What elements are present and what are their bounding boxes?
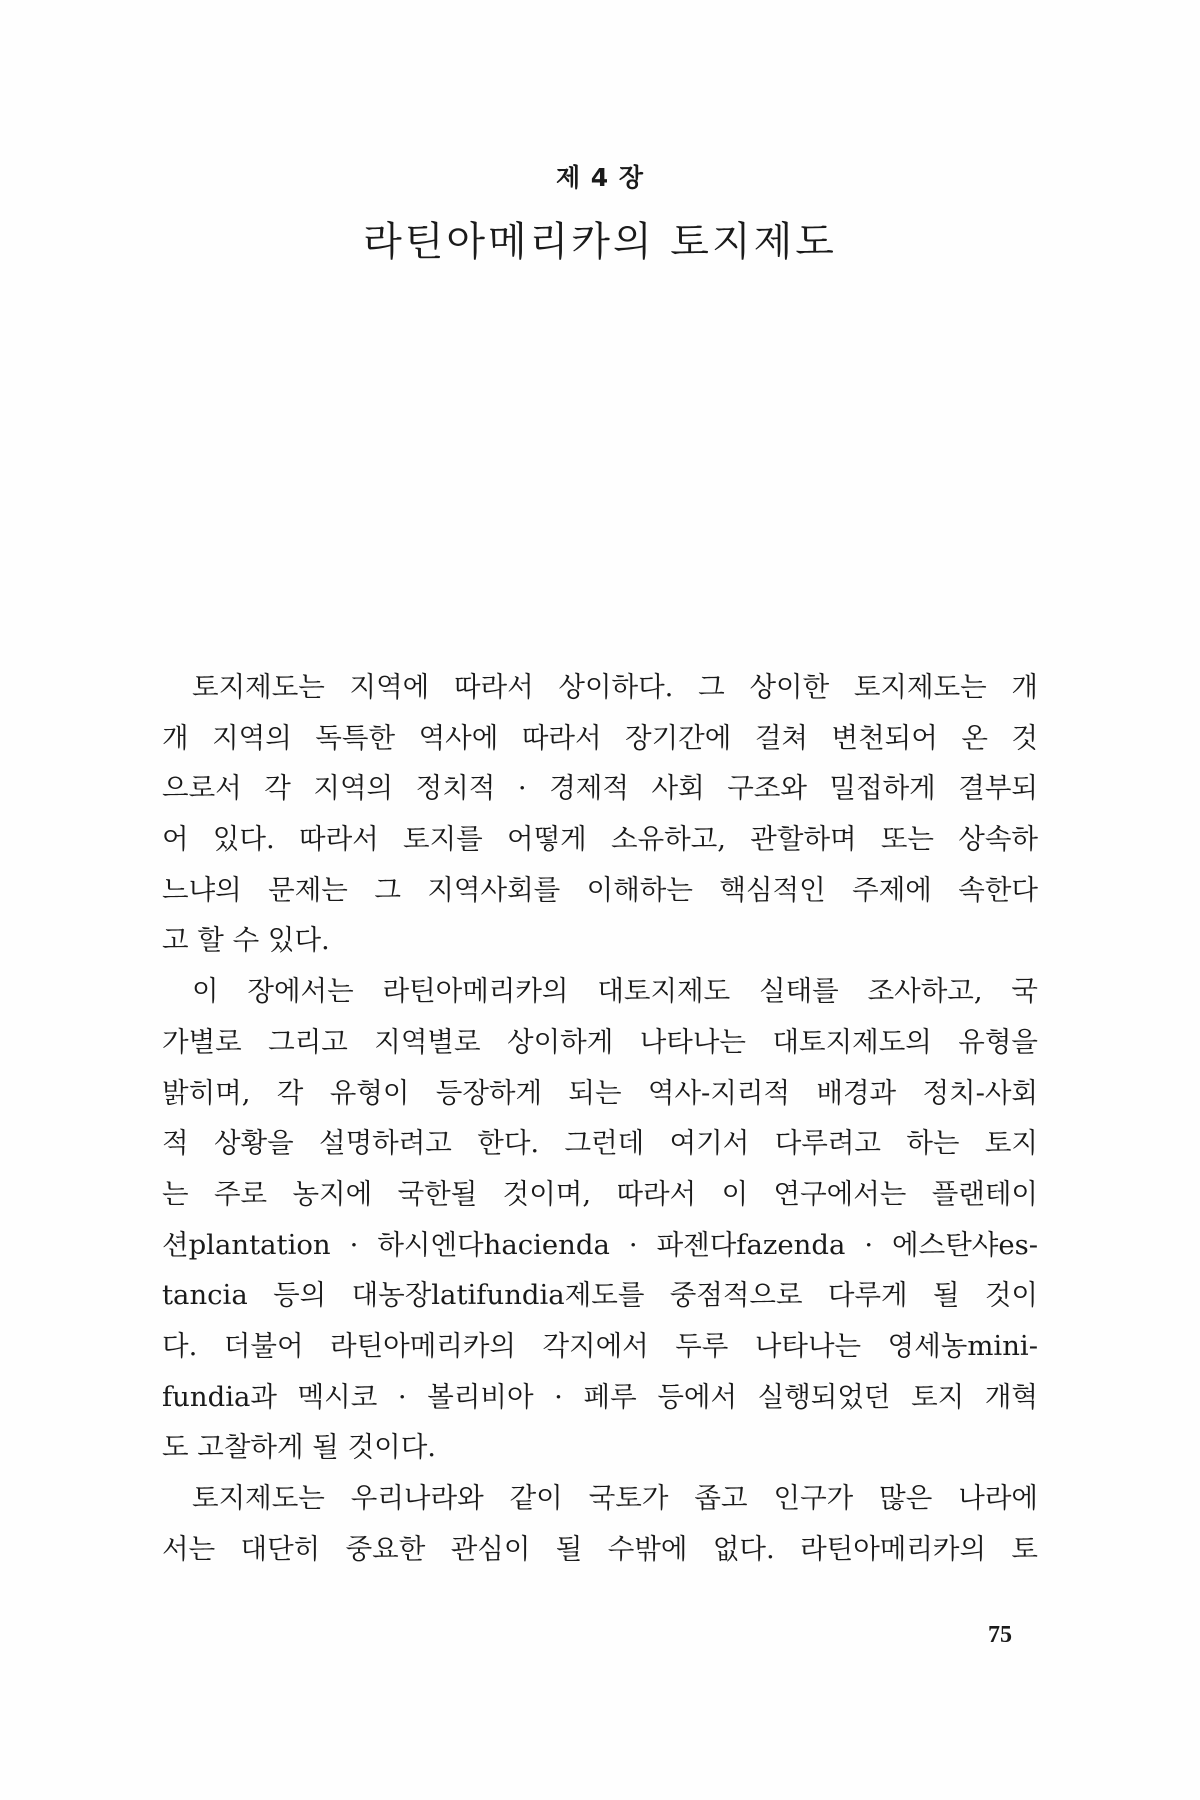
body-line: fundia과 멕시코 · 볼리비아 · 페루 등에서 실행되었던 토지 개혁 (162, 1380, 1038, 1413)
body-line: 으로서 각 지역의 정치적 · 경제적 사회 구조와 밀접하게 결부되 (162, 772, 1038, 805)
body-line: 도 고찰하게 될 것이다. (162, 1431, 437, 1464)
body-line: 다. 더불어 라틴아메리카의 각지에서 두루 나타나는 영세농mini- (162, 1329, 1038, 1362)
body-line: 개 지역의 독특한 역사에 따라서 장기간에 걸쳐 변천되어 온 것 (162, 721, 1038, 754)
body-line: tancia 등의 대농장latifundia제도를 중점적으로 다루게 될 것이 (162, 1279, 1038, 1312)
chapter-number: 제 4 장 (555, 163, 645, 192)
body-line: 이 장에서는 라틴아메리카의 대토지제도 실태를 조사하고, 국 (192, 975, 1038, 1008)
body-line: 고 할 수 있다. (162, 924, 330, 957)
page-number: 75 (988, 1622, 1012, 1648)
body-line: 느냐의 문제는 그 지역사회를 이해하는 핵심적인 주제에 속한다 (162, 873, 1038, 906)
body-text (162, 662, 1038, 1574)
body-line: 밝히며, 각 유형이 등장하게 되는 역사-지리적 배경과 정치-사회 (162, 1076, 1038, 1109)
body-line: 는 주로 농지에 국한될 것이며, 따라서 이 연구에서는 플랜테이 (162, 1177, 1038, 1210)
body-line: 토지제도는 우리나라와 같이 국토가 좁고 인구가 많은 나라에 (192, 1482, 1038, 1514)
body-line: 적 상황을 설명하려고 한다. 그런데 여기서 다루려고 하는 토지 (162, 1127, 1038, 1160)
body-line: 가별로 그리고 지역별로 상이하게 나타나는 대토지제도의 유형을 (162, 1025, 1038, 1058)
body-line: 어 있다. 따라서 토지를 어떻게 소유하고, 관할하며 또는 상속하 (162, 823, 1038, 856)
body-line: 토지제도는 지역에 따라서 상이하다. 그 상이한 토지제도는 개 (192, 671, 1038, 703)
body-line: 서는 대단히 중요한 관심이 될 수밖에 없다. 라틴아메리카의 토 (162, 1532, 1038, 1565)
chapter-title: 라틴아메리카의 토지제도 (363, 219, 837, 265)
body-line: 션plantation · 하시엔다hacienda · 파젠다fazenda · 에스탄샤es- (162, 1228, 1038, 1261)
